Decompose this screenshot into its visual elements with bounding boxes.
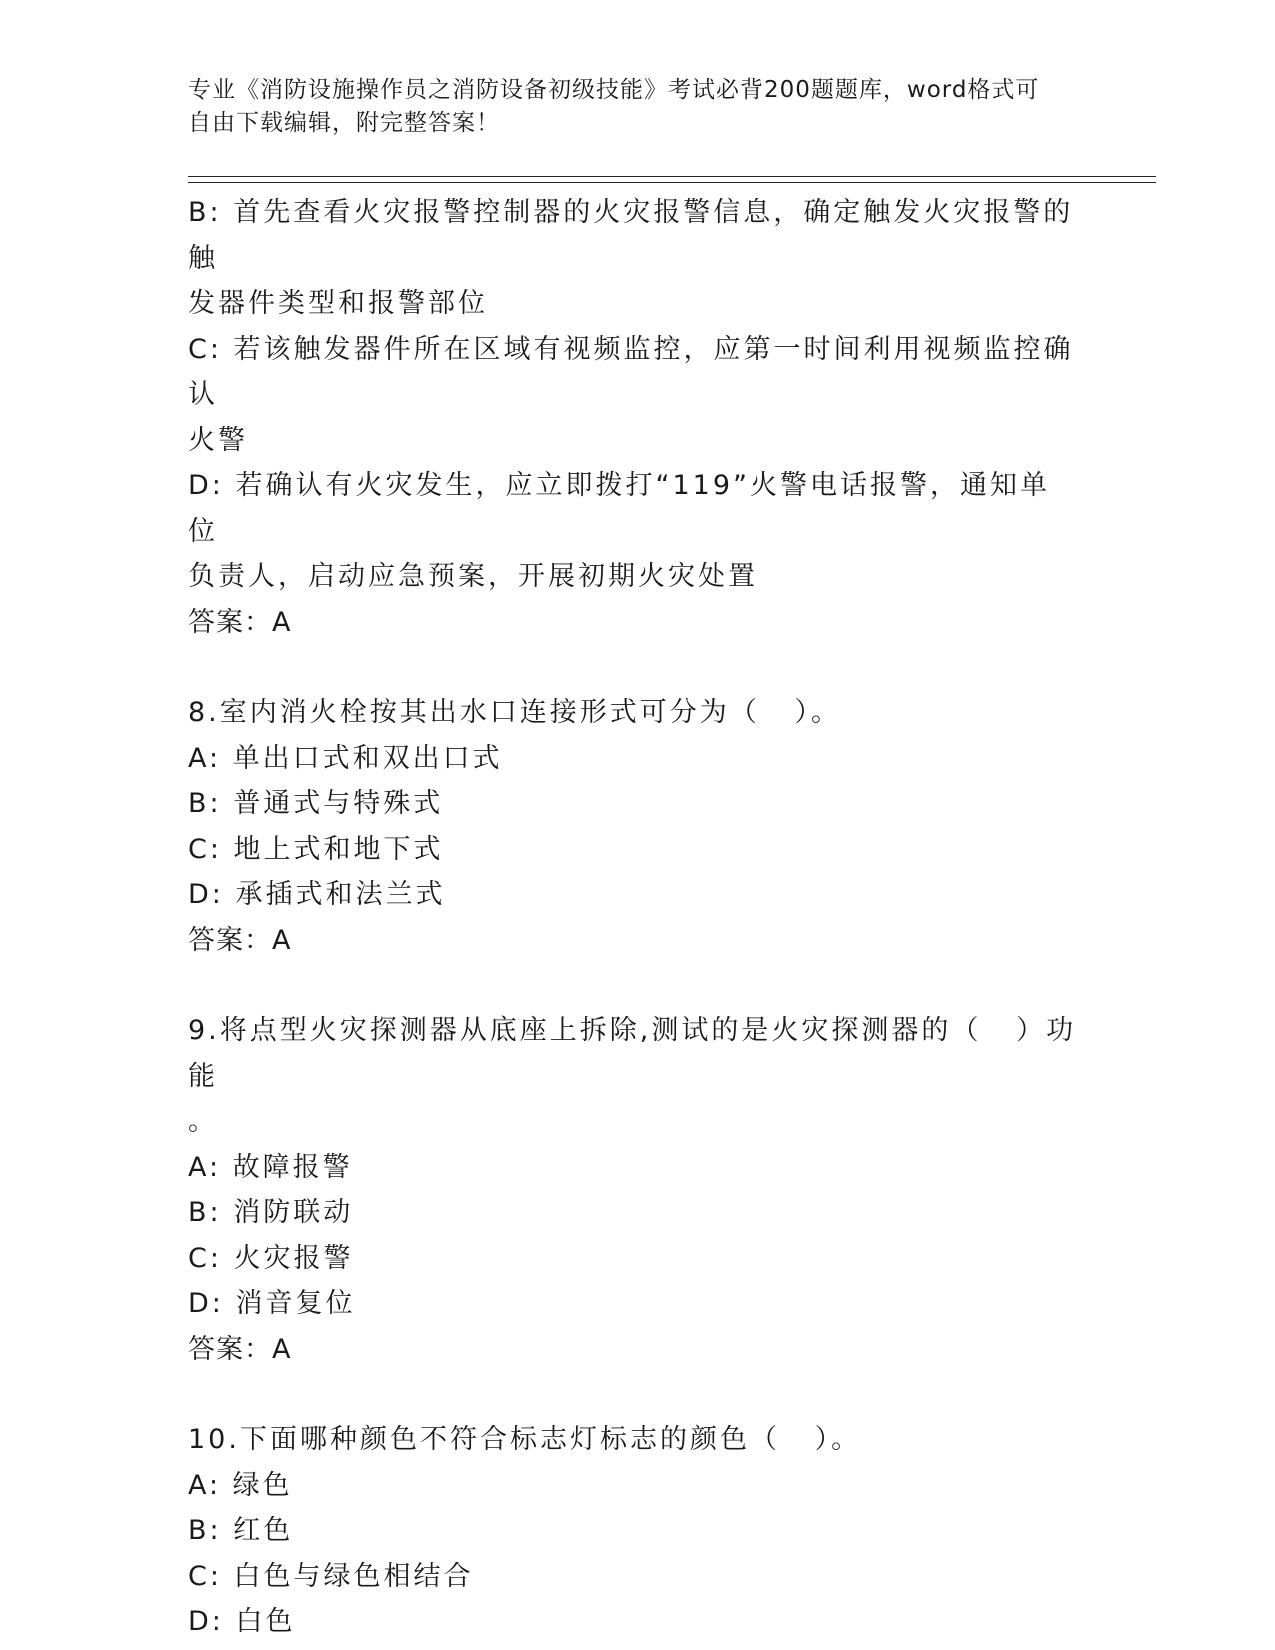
option-b: B: 普通式与特殊式 xyxy=(188,788,444,819)
option-b: B: 红色 xyxy=(188,1515,294,1546)
option-b: B: 首先查看火灾报警控制器的火灾报警信息，确定触发火灾报警的触 xyxy=(188,197,1074,274)
option-d-cont: 负责人，启动应急预案，开展初期火灾处置 xyxy=(188,561,758,592)
option-c: C: 地上式和地下式 xyxy=(188,833,444,865)
page-header xyxy=(188,74,1068,140)
answer: 答案：A xyxy=(188,1333,292,1365)
question-text: 9.将点型火灾探测器从底座上拆除,测试的是火灾探测器的（ ）功能 xyxy=(188,1015,1077,1092)
option-d: D: 白色 xyxy=(188,1606,296,1637)
option-d: D: 承插式和法兰式 xyxy=(188,879,446,910)
answer: 答案：A xyxy=(188,924,292,956)
answer: 答案：A xyxy=(188,606,292,638)
option-c: C: 若该触发器件所在区域有视频监控，应第一时间利用视频监控确认 xyxy=(188,333,1074,410)
option-b: B: 消防联动 xyxy=(188,1197,354,1228)
question-10 xyxy=(188,1417,1078,1645)
option-a: A: 单出口式和双出口式 xyxy=(188,742,503,774)
option-d: D: 若确认有火灾发生，应立即拨打“119”火警电话报警，通知单位 xyxy=(188,470,1050,547)
question-content xyxy=(188,190,1078,1645)
option-c-cont: 火警 xyxy=(188,424,248,456)
question-9 xyxy=(188,1008,1078,1372)
question-text: 10.下面哪种颜色不符合标志灯标志的颜色（ ）。 xyxy=(188,1424,862,1455)
header-title-line-2: 自由下载编辑，附完整答案！ xyxy=(188,110,500,136)
question-8 xyxy=(188,690,1078,963)
question-text: 8.室内消火栓按其出水口连接形式可分为（ ）。 xyxy=(188,697,842,728)
question-7-continued xyxy=(188,190,1078,645)
header-divider xyxy=(188,176,1156,183)
option-a: A: 绿色 xyxy=(188,1469,293,1501)
header-title-line-1: 专业《消防设施操作员之消防设备初级技能》考试必背200题题库，word格式可 xyxy=(188,77,1040,103)
option-a: A: 故障报警 xyxy=(188,1151,353,1183)
option-c: C: 火灾报警 xyxy=(188,1242,354,1274)
option-b-cont: 发器件类型和报警部位 xyxy=(188,288,488,319)
question-text-cont: 。 xyxy=(188,1106,218,1137)
option-c: C: 白色与绿色相结合 xyxy=(188,1560,474,1592)
option-d: D: 消音复位 xyxy=(188,1288,356,1319)
